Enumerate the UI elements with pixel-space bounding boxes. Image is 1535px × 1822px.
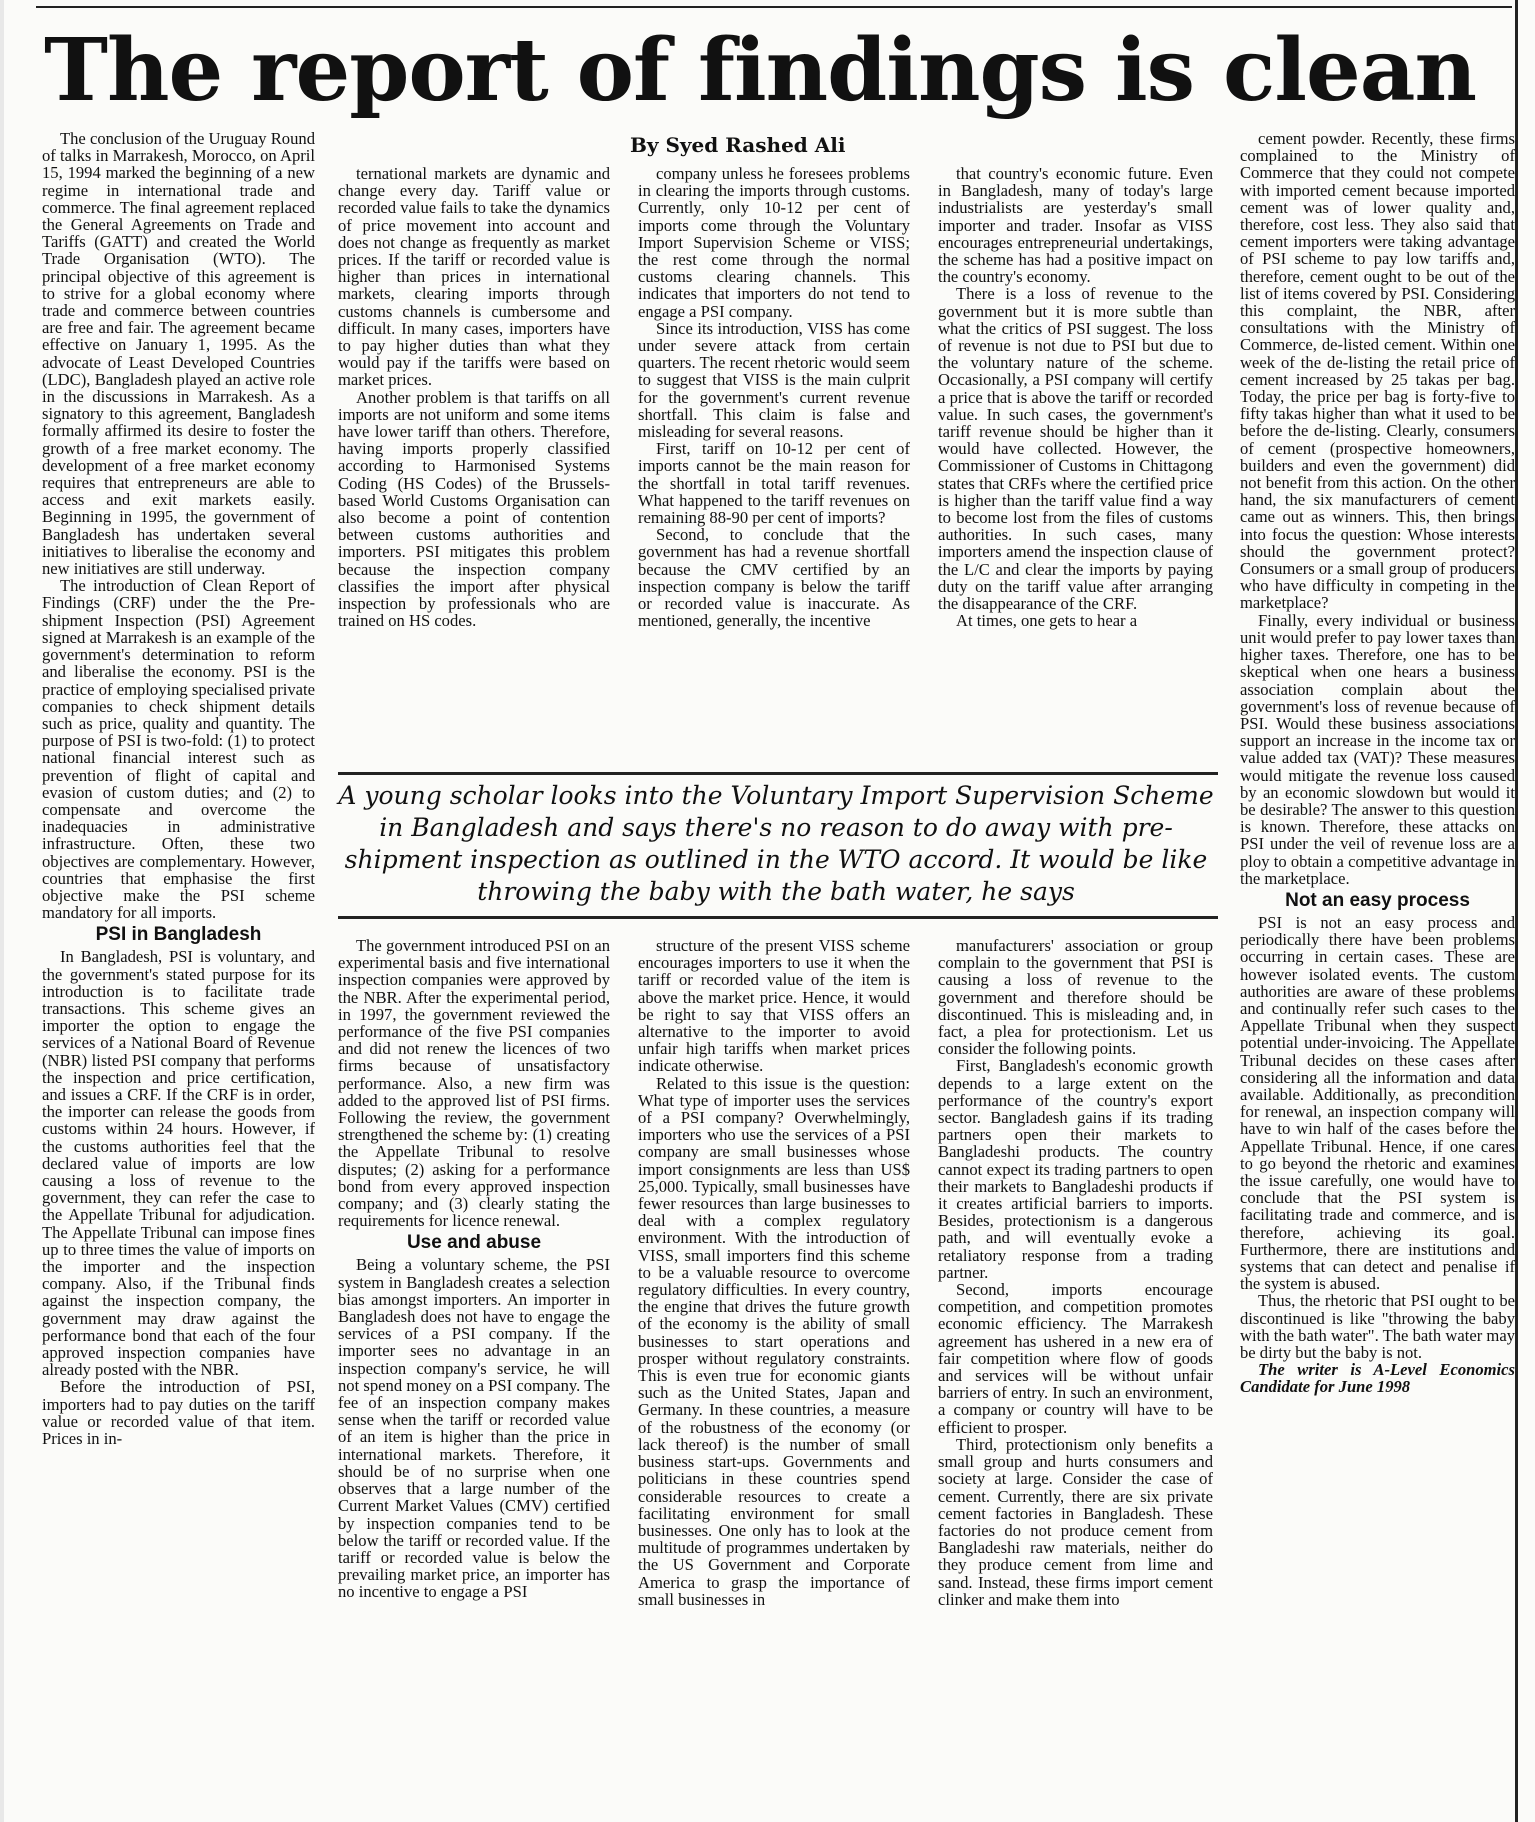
column-5: [1240, 130, 1515, 1770]
paragraph: Second, imports encourage competition, and competition promotes economic efficiency. The Marrakesh agreement has ushered in a new era of fair competition where flow of goods and services will be without unfair barriers of entry. In such an environment, a company or country will have to be efficient to prosper.: [938, 1280, 1213, 1437]
paragraph: manufacturers' association or group complain to the government that PSI is causing a loss of revenue to the government and therefore should be discontinued. This is misleading and, in fact, a plea for protectionism. Let us consider the following points.: [938, 937, 1213, 1059]
paragraph: that country's economic future. Even in Bangladesh, many of today's large industrialists are yesterday's small importer and trader. Insofar as VISS encourages entrepreneurial undertakings, the scheme has had a positive impact on the country's economy.: [938, 165, 1213, 287]
top-rule: [36, 6, 1512, 8]
paragraph: structure of the present VISS scheme encourages importers to use it when the tariff or recorded value of the item is above the market price. Hence, it would be right to say that VISS offers an alternative to the importer to avoid unfair high tariffs when market prices indicate otherwise.: [638, 937, 910, 1076]
column-6: [338, 937, 610, 1770]
paragraph: Third, protectionism only benefits a small group and hurts consumers and society at large. Consider the case of cement. Currently, there are six private cement factories in Bangladesh. These factories do not produce cement from Bangladeshi raw materials, neither do they produce cement from lime and sand. Instead, these firms import cement clinker and make them into: [938, 1434, 1213, 1609]
paragraph: The government introduced PSI on an experimental basis and five international inspection companies were approved by the NBR. After the experimental period, in 1997, the government reviewed the performance of the five PSI companies and did not renew the licences of two firms because of unsatisfactory performance. Also, a new firm was added to the approved list of PSI firms. Following the review, the government strengthened the scheme by: (1) creating the Appellate Tribunal to resolve disputes; (2) asking for a performance bond from every approved inspection company; and (3) clearly stating the requirements for licence renewal.: [338, 937, 610, 1231]
paragraph: At times, one gets to hear a: [956, 611, 1138, 631]
column-1: [42, 130, 315, 1770]
page-edge-shadow: [0, 0, 4, 1822]
author-note: The writer is A-Level Economics Candidate for June 1998: [1240, 1360, 1515, 1397]
column-8: [938, 937, 1213, 1770]
paragraph: Since its introduction, VISS has come under severe attack from certain quarters. The recent rhetoric would seem to suggest that VISS is the main culprit for the government's current revenue shortfall. This claim is false and misleading for several reasons.: [638, 318, 910, 442]
section-heading: Use and abuse: [406, 1232, 542, 1254]
paragraph: First, tariff on 10-12 per cent of imports cannot be the main reason for the shortfall in total tariff revenues. What happened to the tariff revenues on remaining 88-90 per cent of imports?: [638, 439, 910, 528]
paragraph: Finally, every individual or business unit would prefer to pay lower taxes than higher taxes. Therefore, one has to be skeptical when one hears a business association complain about the government's loss of revenue because of PSI. Would these business associations support an increase in the income tax or value added tax (VAT)? These measures would mitigate the revenue loss caused by an economic slowdown but would it be desirable? The answer to this question is known. Therefore, these attacks on PSI under the veil of revenue loss are a ploy to obtain a competitive advantage in the marketplace.: [1240, 610, 1515, 888]
paragraph: cement powder. Recently, these firms complained to the Ministry of Commerce that they could not compete with imported cement because imported cement was of lower quality and, therefore, cost less. They also said that cement importers were taking advantage of PSI scheme to pay low tariffs and, therefore, cement ought to be out of the list of items covered by PSI. Considering this complaint, the NBR, after consultations with the Ministry of Commerce, de-listed cement. Within one week of the de-listing the retail price of cement increased by 25 takas per bag. Today, the price per bag is forty-five to fifty takas higher than what it used to be before the de-listing. Clearly, consumers of cement (prospective homeowners, builders and even the government) did not benefit from this action. On the other hand, the six manufacturers of cement came out as winners. This, then brings into focus the question: Whose interests should the government protect? Consumers or a small group of producers who have difficulty in competing in the marketplace?: [1240, 130, 1515, 613]
paragraph: Another problem is that tariffs on all imports are not uniform and some items have lower tariff than others. Therefore, having imports properly classified according to Harmonised Systems Coding (HS Codes) of the Brussels-based World Customs Organisation can also become a point of contention between customs authorities and importers. PSI mitigates this problem because the inspection company classifies the import after physical inspection by professionals who are trained on HS codes.: [338, 387, 610, 631]
deck-top-rule: [338, 772, 1218, 775]
headline: The report of findings is clean: [44, 20, 1477, 121]
paragraph: Before the introduction of PSI, importers had to pay duties on the tariff value or recorded value of that item. Prices in in-: [42, 1377, 315, 1449]
column-2: [338, 165, 610, 752]
right-border-rule: [1515, 0, 1518, 1822]
paragraph: PSI is not an easy process and periodically there have been problems occurring in certain cases. These are however isolated events. The custom authorities are aware of these problems and continually refer such cases to the Appellate Tribunal when they suspect potential under-invoicing. The Appellate Tribunal decides on these cases after considering all the information and data available. Additionally, as precondition for renewal, an inspection company will have to win half of the cases before the Appellate Tribunal. Hence, if one cares to go beyond the rhetoric and examines the issue carefully, one would have to conclude that the PSI system is facilitating trade and commerce, and is therefore, achieving its goal. Furthermore, there are institutions and systems that can detect and penalise if the system is abused.: [1240, 912, 1515, 1294]
paragraph: In Bangladesh, PSI is voluntary, and the government's stated purpose for its introduction is to facilitate trade transactions. This scheme gives an importer the option to engage the services of a National Board of Revenue (NBR) listed PSI company that performs the inspection and price certification, and issues a CRF. If the CRF is in order, the importer can release the goods from customs within 24 hours. However, if the customs authorities feel that the declared value of imports are low causing a loss of revenue to the government, they can refer the case to the Appellate Tribunal for adjudication. The Appellate Tribunal can impose fines up to three times the value of imports on the importer and the inspection company. Also, if the Tribunal finds against the inspection company, the government may draw against the performance bond that each of the four approved inspection companies have already posted with the NBR.: [42, 947, 315, 1380]
paragraph: The introduction of Clean Report of Findings (CRF) under the the Pre-shipment Inspection (PSI) Agreement signed at Marrakesh is an example of the government's determination to reform and liberalise the economy. PSI is the practice of employing specialised private companies to check shipment details such as price, quality and quantity. The purpose of PSI is two-fold: (1) to protect national financial interest such as prevention of flight of capital and evasion of custom duties; and (2) to compensate and overcome the inadequacies in administrative infrastructure. Often, these two objectives are complementary. However, countries that emphasise the first objective make the PSI scheme mandatory for all imports.: [42, 576, 315, 923]
column-3: [638, 165, 910, 752]
paragraph: There is a loss of revenue to the government but it is more subtle than what the critics of PSI suggest. The loss of revenue is not due to PSI but due to the voluntary nature of the scheme. Occasionally, a PSI company will certify a price that is above the tariff or recorded value. In such cases, the government's tariff revenue should be higher than it would have collected. However, the Commissioner of Customs in Chittagong states that CRFs where the certified price is higher than the tariff value find a way to become lost from the files of customs authorities. In such cases, many importers amend the inspection clause of the L/C and clear the imports by paying duty on the tariff value after arranging the disappearance of the CRF.: [938, 284, 1213, 614]
paragraph: Thus, the rhetoric that PSI ought to be discontinued is like "throwing the baby with the bath water". The bath water may be dirty but the baby is not.: [1240, 1291, 1515, 1363]
section-heading: Not an easy process: [1285, 889, 1470, 911]
paragraph: Being a voluntary scheme, the PSI system in Bangladesh creates a selection bias amongst importers. An importer in Bangladesh does not have to engage the services of a PSI company. If the importer sees no advantage in an inspection company's service, he will not spend money on a PSI company. The fee of an inspection company makes sense when the tariff or recorded value of an item is higher than the price in international markets. Therefore, it should be of no surprise when one observes that a large number of the Current Market Values (CMV) certified by inspection companies tend to be below the tariff or recorded value. If the tariff or recorded value is below the prevailing market price, an importer has no incentive to engage a PSI: [338, 1255, 610, 1602]
paragraph: First, Bangladesh's economic growth depends to a large extent on the performance of the country's export sector. Bangladesh gains if its trading partners open their markets to Bangladeshi products. The country cannot expect its trading partners to open their markets to Bangladeshi products if it creates artificial barriers to imports. Besides, protectionism is a dangerous path, and will eventually evoke a retaliatory response from a trading partner.: [938, 1056, 1213, 1282]
column-4: [938, 165, 1213, 752]
paragraph: Related to this issue is the question: What type of importer uses the services of a PSI company? Overwhelmingly, importers who use the services of a PSI company are small businesses whose import consignments are less than US$ 25,000. Typically, small businesses have fewer resources than large businesses to deal with a complex regulatory environment. With the introduction of VISS, small importers find this scheme to be a valuable resource to overcome regulatory difficulties. In every country, the engine that drives the future growth of the economy is the ability of small businesses to start operations and prosper without regulatory constraints. This is even true for economic giants such as the United States, Japan and Germany. In these countries, a measure of the robustness of the economy (or lack thereof) is the number of small business start-ups. Governments and politicians in these countries spend considerable resources to create a facilitating environment for small businesses. One only has to look at the multitude of programmes undertaken by the US Government and Corporate America to grasp the importance of small businesses in: [638, 1073, 910, 1609]
paragraph: Second, to conclude that the government has had a revenue shortfall because the CMV certified by an inspection company is below the tariff or recorded value is inaccurate. As mentioned, generally, the incentive: [638, 525, 910, 631]
deck: A young scholar looks into the Voluntary Import Supervision Scheme in Bangladesh and says there's no reason to do away with pre-shipment inspection as outlined in the WTO accord. It would be like throwing the baby with the bath water, he says: [338, 781, 1214, 906]
column-7: [638, 937, 910, 1770]
paragraph: company unless he foresees problems in clearing the imports through customs. Currently, only 10-12 per cent of imports come through the Voluntary Import Supervision Scheme or VISS; the rest come through the normal customs clearing channels. This indicates that importers do not tend to engage a PSI company.: [638, 165, 910, 321]
paragraph: The conclusion of the Uruguay Round of talks in Marrakesh, Morocco, on April 15, 1994 marked the beginning of a new regime in international trade and commerce. The final agreement replaced the General Agreements on Trade and Tariffs (GATT) and created the World Trade Organisation (WTO). The principal objective of this agreement is to strive for a global economy where trade and commerce between countries are free and fair. The agreement became effective on January 1, 1995. As the advocate of Least Developed Countries (LDC), Bangladesh played an active role in the discussions in Marrakesh. As a signatory to this agreement, Bangladesh formally affirmed its desire to foster the growth of a free market economy. The development of a free market economy requires that entrepreneurs are able to access and exit markets easily. Beginning in 1995, the government of Bangladesh has undertaken several initiatives to liberalise the economy and new initiatives are still underway.: [42, 130, 315, 579]
byline: By Syed Rashed Ali: [630, 133, 846, 157]
section-heading: PSI in Bangladesh: [95, 924, 262, 946]
paragraph: ternational markets are dynamic and change every day. Tariff value or recorded value fails to take the dynamics of price movement into account and does not change as frequently as market prices. If the tariff or recorded value is higher than prices in international markets, clearing imports through customs channels is cumbersome and difficult. In many cases, importers have to pay higher duties than what they would pay if the tariffs were based on market prices.: [338, 165, 610, 390]
deck-bottom-rule: [338, 916, 1218, 919]
